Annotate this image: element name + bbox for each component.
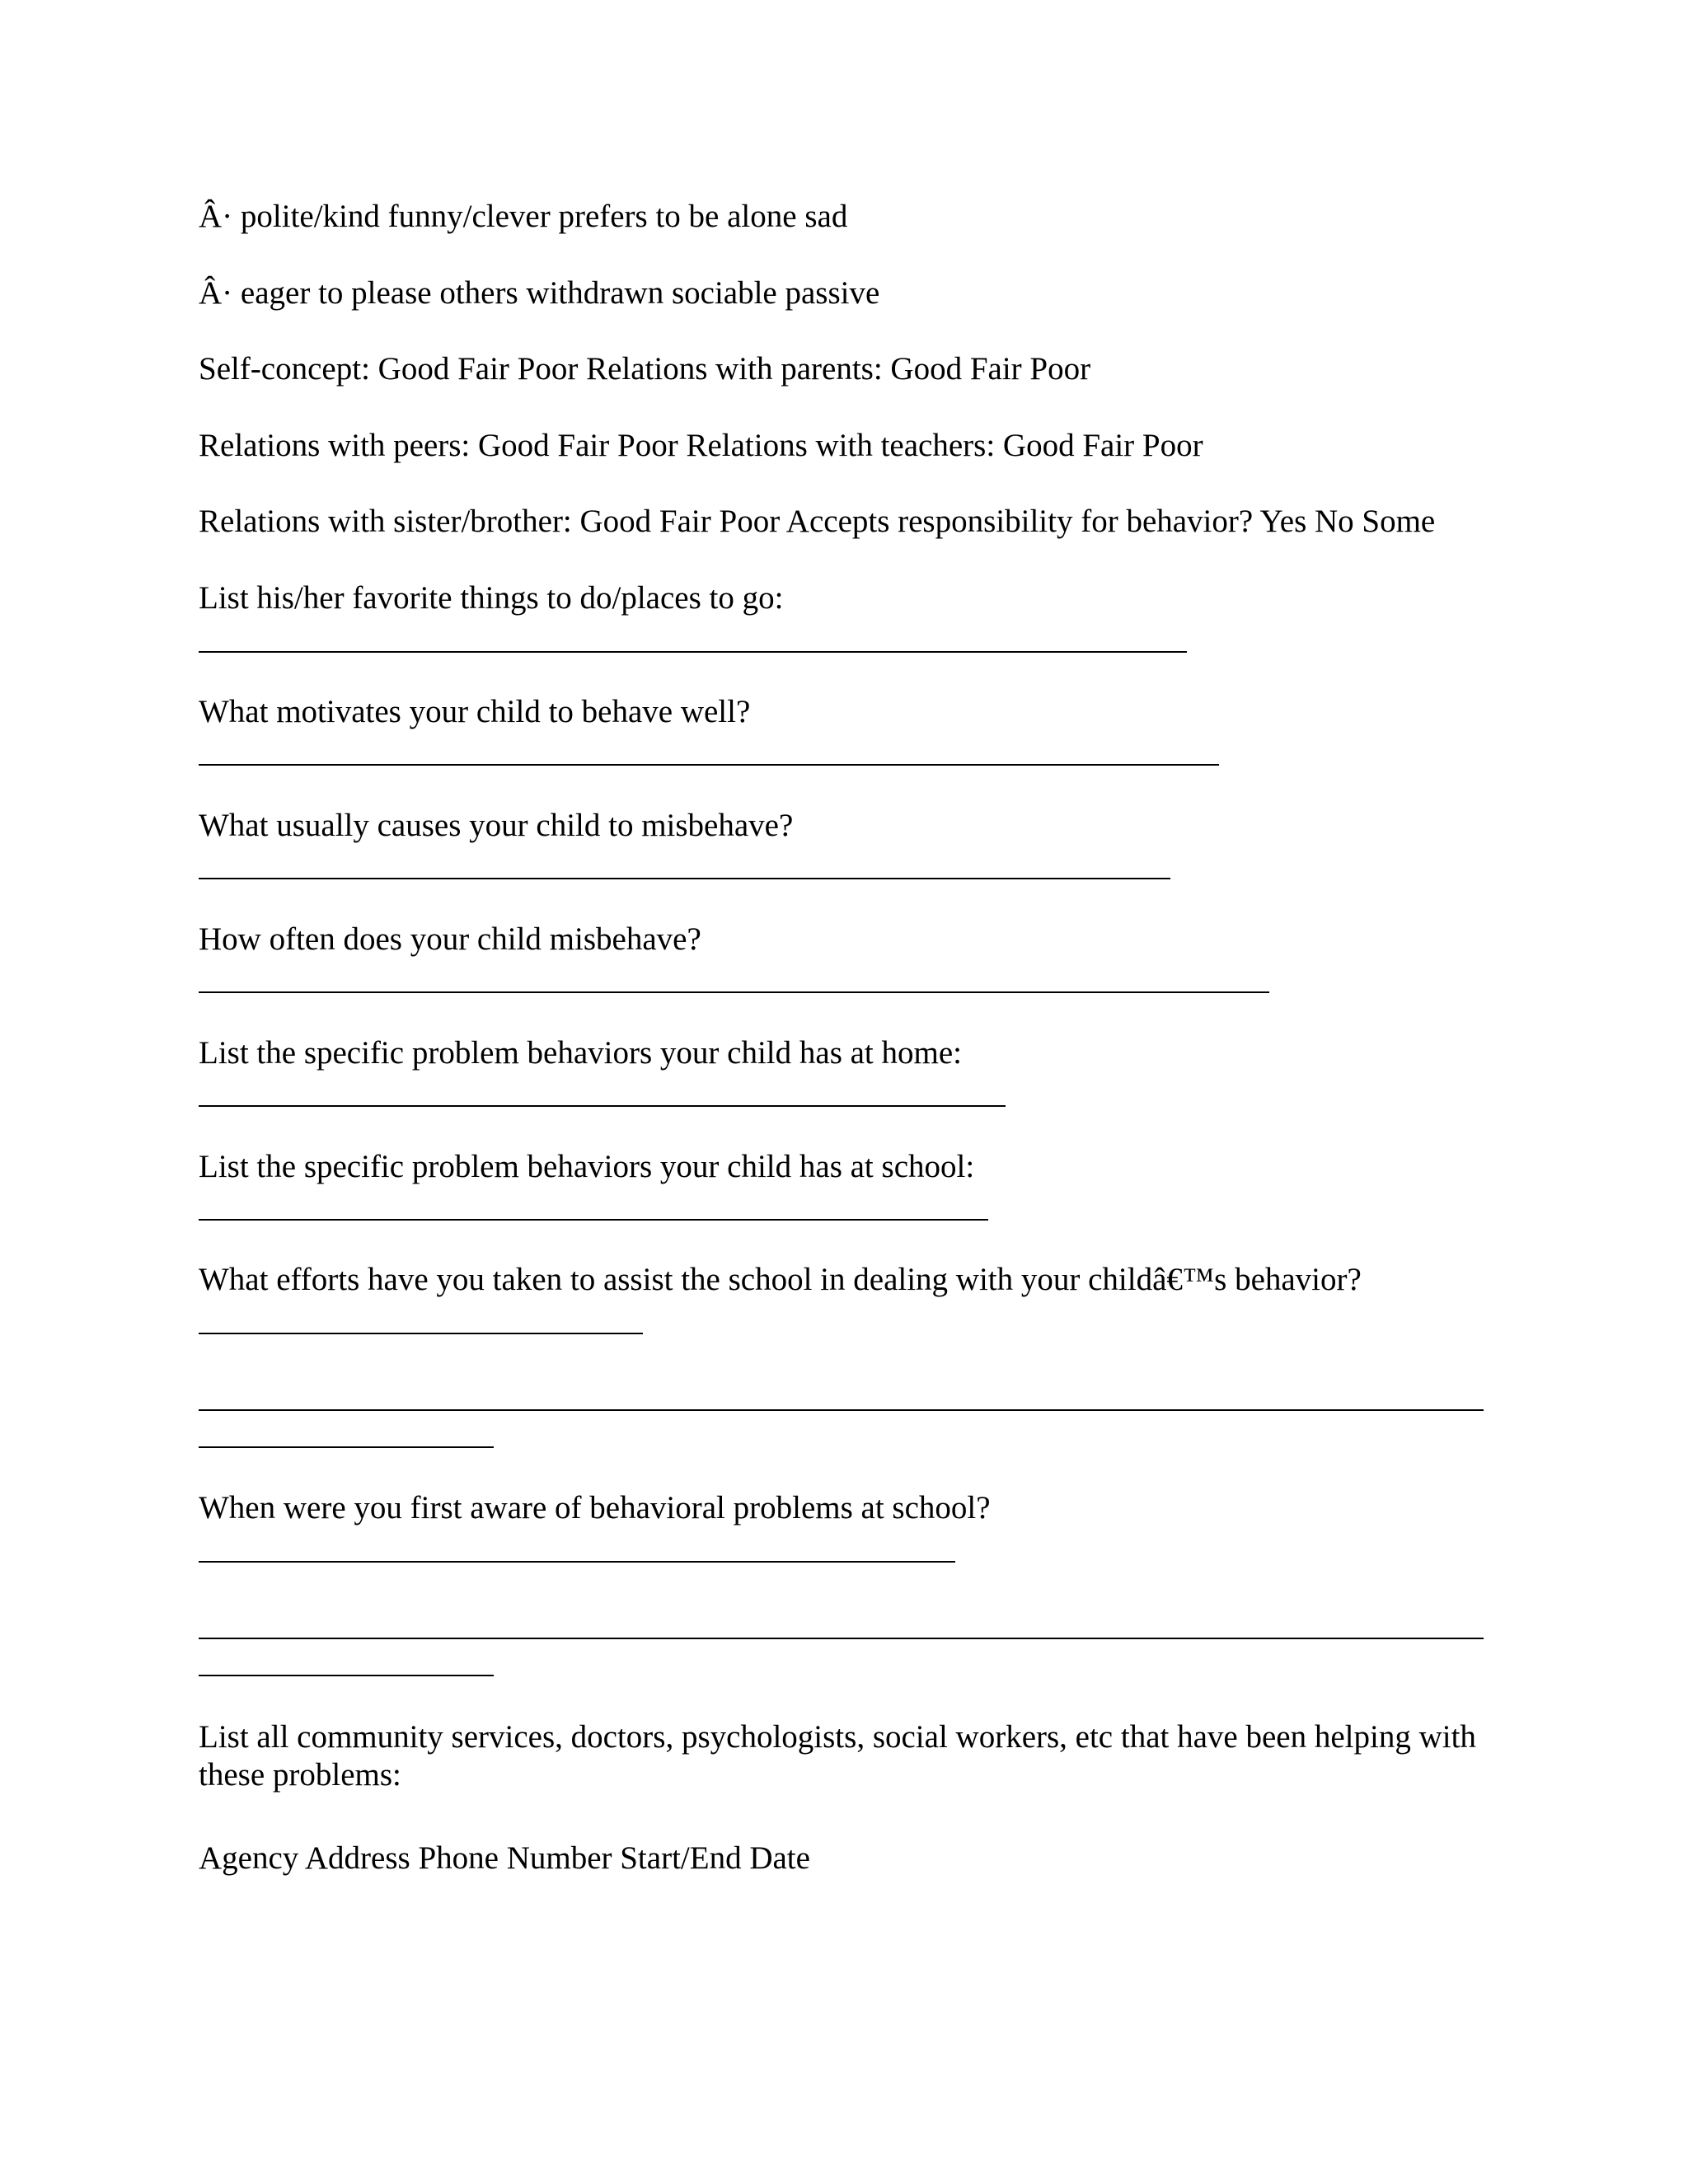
rating-line-1: Self-concept: Good Fair Poor Relations with parents: Good Fair Poor (199, 351, 1091, 387)
answer-line-first-aware-3[interactable] (199, 1675, 494, 1676)
answer-line-problems-home[interactable] (199, 1105, 1006, 1107)
question-community-services: List all community services, doctors, psychologists, social workers, etc that have been helping with these problems: (199, 1719, 1476, 1793)
question-first-aware: When were you first aware of behavioral problems at school? (199, 1490, 991, 1526)
answer-line-causes-misbehave[interactable] (199, 878, 1170, 879)
answer-line-efforts-2[interactable] (199, 1409, 1484, 1411)
rating-line-3: Relations with sister/brother: Good Fair Poor Accepts responsibility for behavior? Yes No Some (199, 504, 1436, 539)
answer-line-motivates[interactable] (199, 764, 1219, 766)
services-table-header: Agency Address Phone Number Start/End Date (199, 1840, 810, 1876)
answer-line-how-often[interactable] (199, 991, 1269, 993)
question-causes-misbehave: What usually causes your child to misbehave? (199, 808, 794, 843)
answer-line-efforts-3[interactable] (199, 1446, 494, 1448)
rating-line-2: Relations with peers: Good Fair Poor Relations with teachers: Good Fair Poor (199, 428, 1203, 463)
traits-line-1: Â· polite/kind funny/clever prefers to be alone sad (199, 199, 848, 234)
question-how-often: How often does your child misbehave? (199, 921, 701, 957)
answer-line-first-aware-2[interactable] (199, 1638, 1484, 1639)
question-efforts: What efforts have you taken to assist the school in dealing with your childâ€™s behavior? (199, 1262, 1362, 1297)
traits-line-2: Â· eager to please others withdrawn sociable passive (199, 275, 880, 311)
answer-line-first-aware-1[interactable] (199, 1561, 955, 1563)
question-motivates: What motivates your child to behave well? (199, 694, 751, 729)
answer-line-favorite-things[interactable] (199, 651, 1187, 653)
question-favorite-things: List his/her favorite things to do/places to go: (199, 580, 784, 616)
answer-line-problems-school[interactable] (199, 1219, 988, 1221)
question-problems-school: List the specific problem behaviors your child has at school: (199, 1149, 975, 1184)
answer-line-efforts-1[interactable] (199, 1333, 643, 1334)
question-problems-home: List the specific problem behaviors your child has at home: (199, 1035, 963, 1071)
